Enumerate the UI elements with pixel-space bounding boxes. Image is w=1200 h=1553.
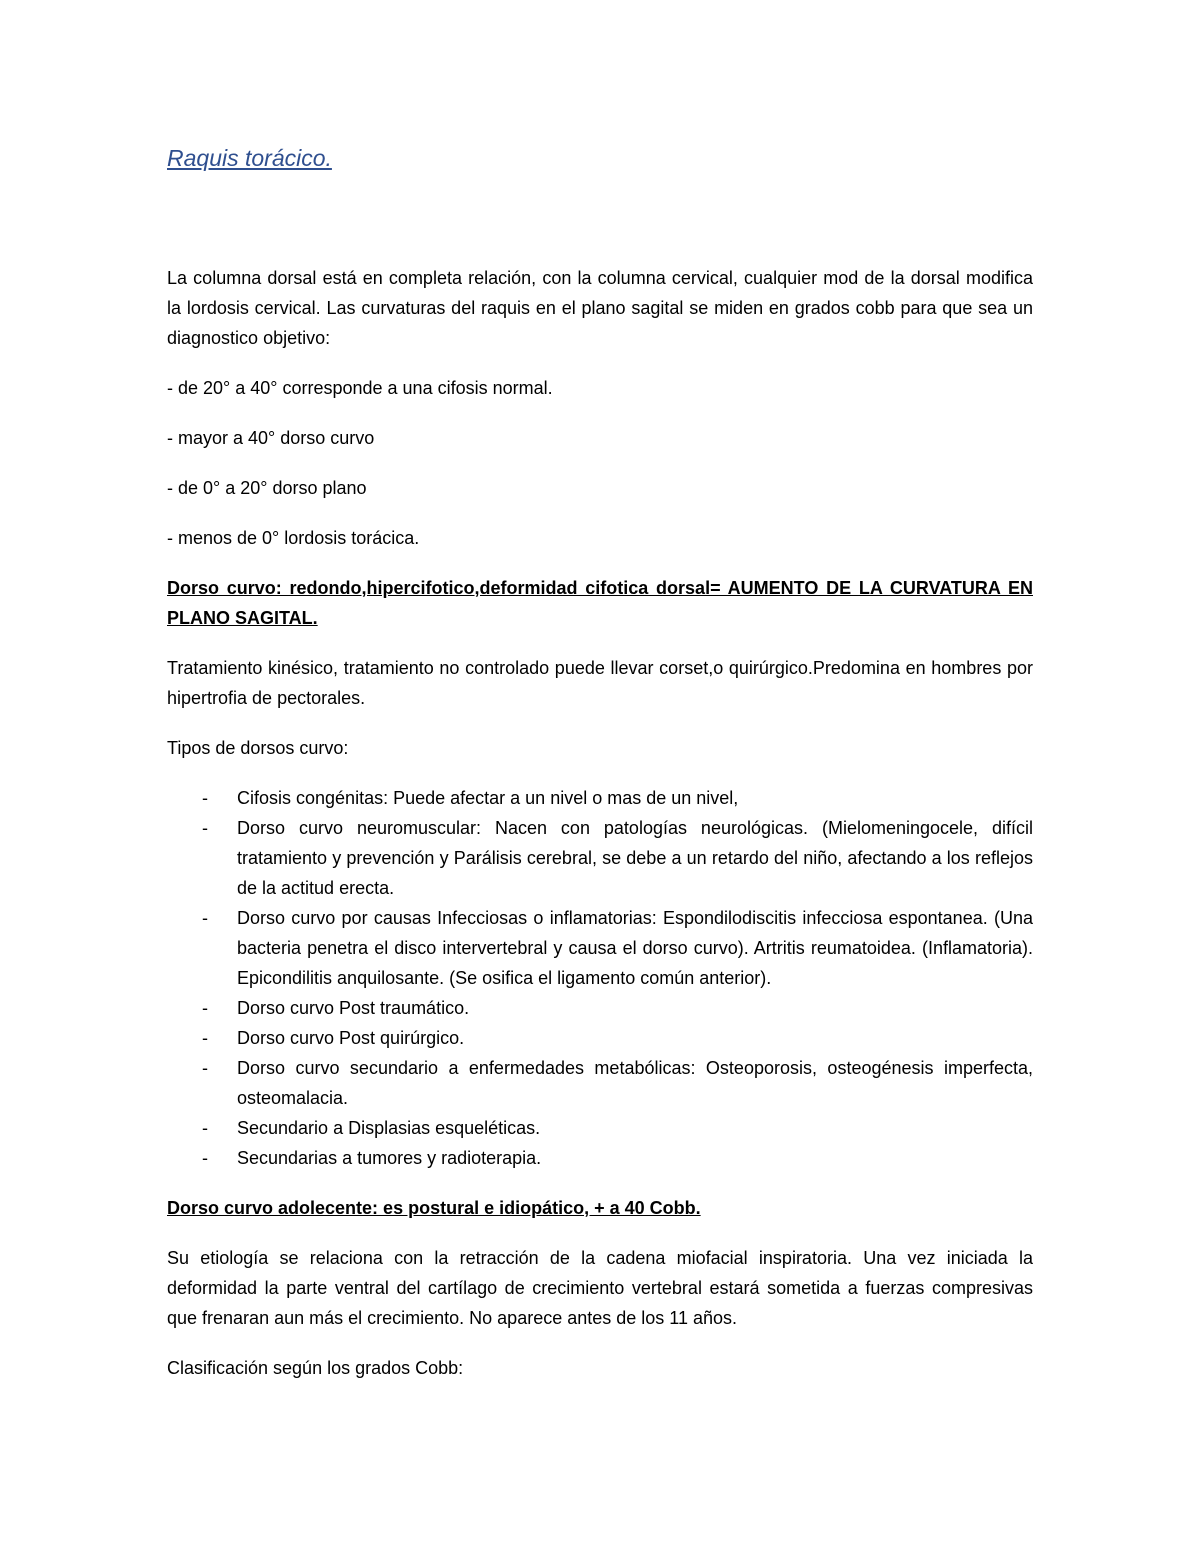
list-item-text: Secundario a Displasias esqueléticas. <box>237 1118 541 1138</box>
list-dash: - <box>202 1118 208 1138</box>
list-item-text: Dorso curvo Post quirúrgico. <box>237 1028 465 1048</box>
list-item <box>167 1053 1033 1113</box>
list-dash: - <box>202 908 208 928</box>
list-item <box>167 813 1033 903</box>
etiology-paragraph: Su etiología se relaciona con la retracción de la cadena miofacial inspiratoria. Una vez iniciada la deformidad la parte ventral del cartílago de crecimiento vertebral estará sometida a fuerzas compresivas que frenaran aun más el crecimiento. No aparece antes de los 11 años. <box>167 1248 1033 1328</box>
list-dash: - <box>202 1028 208 1048</box>
section-heading-adolecente: Dorso curvo adolecente: es postural e idiopático, + a 40 Cobb. <box>167 1198 701 1218</box>
range-item: - de 20° a 40° corresponde a una cifosis normal. <box>167 378 553 398</box>
range-item: - de 0° a 20° dorso plano <box>167 478 367 498</box>
list-item-text: Dorso curvo neuromuscular: Nacen con patologías neurológicas. (Mielomeningocele, difícil tratamiento y prevención y Parálisis cerebral, se debe a un retardo del niño, afectando a los reflejos de la actitud erecta. <box>237 818 1033 898</box>
list-item <box>167 903 1033 993</box>
list-dash: - <box>202 998 208 1018</box>
treatment-paragraph: Tratamiento kinésico, tratamiento no controlado puede llevar corset,o quirúrgico.Predomina en hombres por hipertrofia de pectorales. <box>167 658 1033 708</box>
list-item <box>167 1143 1033 1173</box>
section-heading-dorso-curvo: Dorso curvo: redondo,hipercifotico,deformidad cifotica dorsal= AUMENTO DE LA CURVATURA EN PLANO SAGITAL. <box>167 578 1033 628</box>
classification-title: Clasificación según los grados Cobb: <box>167 1358 464 1378</box>
intro-paragraph: La columna dorsal está en completa relación, con la columna cervical, cualquier mod de la dorsal modifica la lordosis cervical. Las curvaturas del raquis en el plano sagital se miden en grados cobb para que sea un diagnostico objetivo: <box>167 268 1033 348</box>
list-dash: - <box>202 818 208 838</box>
list-item-text: Secundarias a tumores y radioterapia. <box>237 1148 542 1168</box>
list-item <box>167 1113 1033 1143</box>
range-item: - mayor a 40° dorso curvo <box>167 428 375 448</box>
list-item <box>167 1023 1033 1053</box>
types-title: Tipos de dorsos curvo: <box>167 738 349 758</box>
list-dash: - <box>202 1058 208 1078</box>
list-item-text: Cifosis congénitas: Puede afectar a un nivel o mas de un nivel, <box>237 788 739 808</box>
document-page <box>167 140 1033 1403</box>
list-item-text: Dorso curvo secundario a enfermedades metabólicas: Osteoporosis, osteogénesis imperfecta, osteomalacia. <box>237 1058 1033 1108</box>
types-list <box>167 783 1033 1173</box>
list-item <box>167 993 1033 1023</box>
list-item-text: Dorso curvo Post traumático. <box>237 998 470 1018</box>
list-dash: - <box>202 1148 208 1168</box>
list-item <box>167 783 1033 813</box>
list-item-text: Dorso curvo por causas Infecciosas o inflamatorias: Espondilodiscitis infecciosa espontanea. (Una bacteria penetra el disco intervertebral y causa el dorso curvo). Artritis reumatoidea. (Inflamatoria). Epicondilitis anquilosante. (Se osifica el ligamento común anterior). <box>237 908 1033 988</box>
list-dash: - <box>202 788 208 808</box>
document-title: Raquis torácico. <box>167 145 332 171</box>
range-item: - menos de 0° lordosis torácica. <box>167 528 420 548</box>
